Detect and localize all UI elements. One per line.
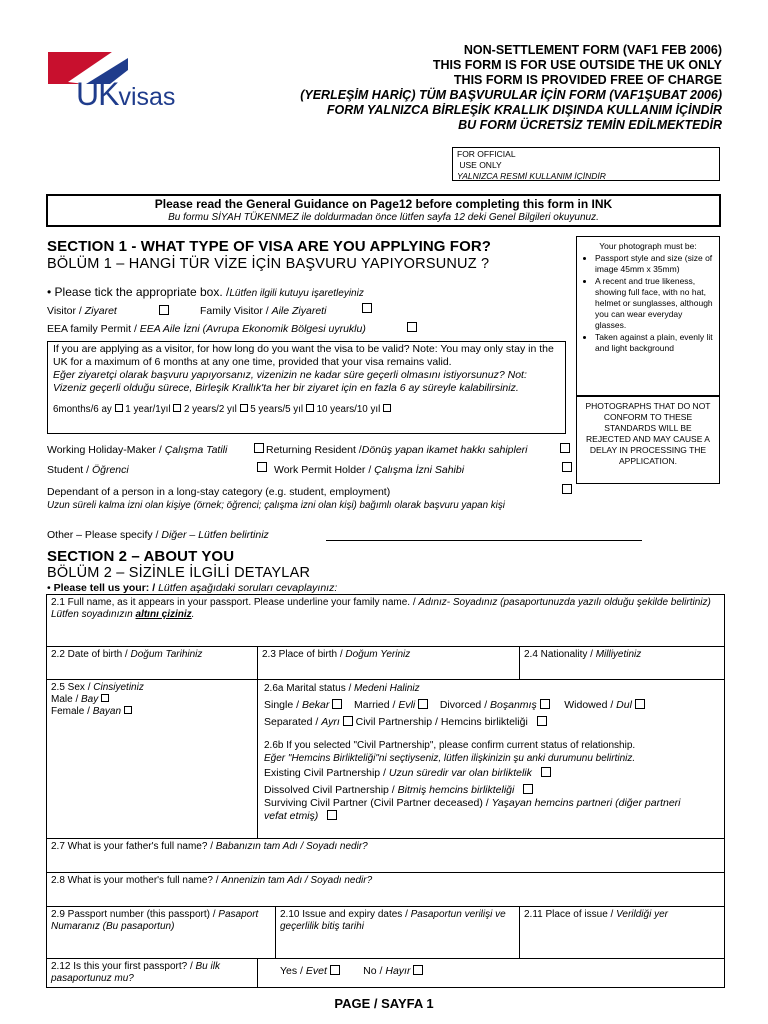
q210-label: 2.10 Issue and expiry dates /	[280, 909, 411, 920]
marital-status-field	[258, 680, 725, 839]
surviving-checkbox[interactable]	[327, 810, 337, 820]
single-label-tr: Bekar	[301, 699, 330, 711]
working-holiday-checkbox[interactable]	[254, 443, 264, 453]
q24-label: 2.4 Nationality /	[524, 649, 596, 660]
married-label-tr: Evli	[398, 699, 416, 711]
returning-label-tr: Dönüş yapan ikamet hakkı sahipleri	[361, 444, 528, 456]
photo-item: • Passport style and size (size of image 45mm x 35mm)	[595, 253, 715, 275]
duration-options	[53, 403, 560, 416]
workpermit-label-tr: Çalışma İzni Sahibi	[374, 464, 465, 476]
q21-label: 2.1 Full name, as it appears in your passport. Please underline your family name. /	[51, 597, 419, 608]
q27-label-tr: Babanızın tam Adı / Soyadı nedir?	[215, 841, 368, 852]
form-header	[202, 43, 722, 133]
q27-label: 2.7 What is your father's full name? /	[51, 841, 216, 852]
q26a-label: 2.6a Marital status /	[264, 683, 355, 694]
existing-label-tr: Uzun süredir var olan birliktelik	[388, 767, 532, 779]
other-label: Other – Please specify /	[47, 529, 162, 541]
tick-en: Please tick the appropriate box. /	[54, 285, 230, 299]
q26a-label-tr: Medeni Haliniz	[354, 683, 420, 694]
single-label: Single /	[264, 699, 302, 711]
workpermit-label: Work Permit Holder /	[274, 464, 375, 476]
first-passport-question	[47, 959, 258, 988]
widowed-label-tr: Dul	[616, 699, 632, 711]
male-label: Male /	[51, 694, 82, 705]
tick-instruction: • Please tick the appropriate box. /Lütfen ilgili kutuyu işaretleyiniz	[47, 285, 364, 299]
student-checkbox[interactable]	[257, 462, 267, 472]
dependant-label-tr: Uzun süreli kalma izni olan kişiye (örnek; öğrenci; çalışma izni olan kişi) bağımlı olarak başvuru yapan kişi	[47, 500, 505, 511]
logo-uk: UK	[76, 76, 119, 112]
photo-warning-box	[576, 396, 720, 484]
section1-title-tr: BÖLÜM 1 – HANGİ TÜR VİZE İÇİN BAŞVURU YAPIYORSUNUZ ?	[47, 256, 490, 272]
no-label: No /	[363, 965, 386, 977]
returning-resident-checkbox[interactable]	[560, 443, 570, 453]
duration-5years: 5 years/5 yıl	[250, 404, 304, 415]
q25-label: 2.5 Sex /	[51, 682, 94, 693]
section2-title-tr: BÖLÜM 2 – SİZİNLE İLGİLİ DETAYLAR	[47, 565, 311, 581]
dissolved-label-tr: Bitmiş hemcins birlikteliği	[397, 784, 515, 796]
married-checkbox[interactable]	[418, 699, 428, 709]
q26b-label-tr: Eğer "Hemcins Birlikteliği"ni seçtiyseniz, lütfen ilişkinizin şu anki durumunu belirtiniz.	[264, 753, 636, 764]
existing-label: Existing Civil Partnership /	[264, 767, 389, 779]
duration-1year-checkbox[interactable]	[173, 404, 181, 412]
about-you-table	[46, 594, 725, 988]
q211-label-tr: Verildiği yer	[616, 909, 668, 920]
issue-expiry-field[interactable]	[276, 907, 520, 959]
male-label-tr: Bay	[81, 694, 99, 705]
separated-label: Separated /	[264, 716, 322, 728]
work-permit-checkbox[interactable]	[562, 462, 572, 472]
guidance-tr: Bu formu SİYAH TÜKENMEZ ile doldurmadan önce lütfen sayfa 12 deki Genel Bilgileri okuyunuz.	[168, 212, 599, 223]
passport-number-field[interactable]	[47, 907, 276, 959]
female-label-tr: Bayan	[92, 706, 122, 717]
q212-label: 2.12 Is this your first passport? /	[51, 961, 196, 972]
female-label: Female /	[51, 706, 93, 717]
female-checkbox[interactable]	[124, 706, 132, 714]
tell-us-instruction: • Please tell us your: / Lütfen aşağıdaki soruları cevaplayınız:	[47, 582, 338, 594]
family-visitor-option	[200, 305, 326, 318]
official-line-1: FOR OFFICIAL	[457, 149, 516, 159]
duration-2years-checkbox[interactable]	[240, 404, 248, 412]
duration-6months-checkbox[interactable]	[115, 404, 123, 412]
official-line-2: USE ONLY	[457, 160, 502, 170]
mother-name-field[interactable]	[47, 873, 725, 907]
divorced-label-tr: Boşanmış	[490, 699, 537, 711]
no-label-tr: Hayır	[385, 965, 411, 977]
place-of-issue-field[interactable]	[520, 907, 725, 959]
family-label: Family Visitor /	[200, 305, 272, 317]
q23-label-tr: Doğum Yeriniz	[345, 649, 411, 660]
q28-label: 2.8 What is your mother's full name? /	[51, 875, 222, 886]
eea-checkbox[interactable]	[407, 322, 417, 332]
student-option	[47, 464, 129, 477]
header-line-2: THIS FORM IS FOR USE OUTSIDE THE UK ONLY	[432, 58, 722, 72]
dependant-label: Dependant of a person in a long-stay category (e.g. student, employment)	[47, 486, 391, 498]
divorced-checkbox[interactable]	[540, 699, 550, 709]
header-line-tr-1: (YERLEŞİM HARİÇ) TÜM BAŞVURULAR İÇİN FORM (VAF1ŞUBAT 2006)	[300, 88, 722, 102]
photo-item: • A recent and true likeness, showing full face, with no hat, helmet or sunglasses, although you can wear everyday glasses.	[595, 276, 715, 331]
header-line-tr-3: BU FORM ÜCRETSİZ TEMİN EDİLMEKTEDİR	[458, 118, 722, 132]
section2-title: SECTION 2 – ABOUT YOU	[47, 548, 235, 565]
returning-resident-option	[266, 444, 528, 457]
visitor-label: Visitor /	[47, 305, 85, 317]
full-name-field[interactable]: 2.1 Full name, as it appears in your passport. Please underline your family name. / Adınız- Soyadınız (pasaportunuzda yazılı olduğu şekilde belirtiniz) Lütfen soyadınızın altını çiziniz.	[47, 595, 725, 647]
photo-warning: PHOTOGRAPHS THAT DO NOT CONFORM TO THESE STANDARDS WILL BE REJECTED AND MAY CAUSE A DELAY IN PROCESSING THE APPLICATION.	[585, 401, 711, 466]
family-label-tr: Aile Ziyareti	[271, 305, 327, 317]
duration-10years-checkbox[interactable]	[383, 404, 391, 412]
logo-visas: visas	[118, 83, 176, 111]
nationality-field[interactable]	[520, 647, 725, 680]
duration-question: If you are applying as a visitor, for how long do you want the visa to be valid? Note: You may only stay in the UK for a maximum of 6 months at any one time, provided that your visa remains valid.	[53, 343, 554, 368]
single-checkbox[interactable]	[332, 699, 342, 709]
q22-label-tr: Doğum Tarihiniz	[130, 649, 203, 660]
duration-2years: 2 years/2 yıl	[183, 404, 237, 415]
visitor-label-tr: Ziyaret	[84, 305, 117, 317]
other-specify-line[interactable]	[326, 540, 642, 541]
page-number: PAGE / SAYFA 1	[334, 996, 434, 1011]
returning-label: Returning Resident /	[266, 444, 362, 456]
no-checkbox[interactable]	[413, 965, 423, 975]
section1-title: SECTION 1 - WHAT TYPE OF VISA ARE YOU APPLYING FOR?	[47, 238, 492, 255]
male-checkbox[interactable]	[101, 694, 109, 702]
q29-label-tr: Pasaport Numaranız (Bu pasaportun)	[51, 909, 259, 932]
working-label: Working Holiday-Maker /	[47, 444, 165, 456]
married-label: Married /	[353, 699, 399, 711]
student-label: Student /	[47, 464, 92, 476]
dependant-checkbox[interactable]	[562, 484, 572, 494]
photo-title: Your photograph must be:	[599, 241, 697, 251]
dissolved-label: Dissolved Civil Partnership /	[264, 784, 398, 796]
guidance-box	[46, 194, 721, 227]
duration-question-tr: Eğer ziyaretçi olarak başvuru yapıyorsanız, vizenizin ne kadar süre geçerli olmasını istiyorsunuz? Not: Vizeniz geçerli olduğu sürece, Birleşik Krallık'ta her bir ziyaret için en fazla 6 ay süreyle kalabilirsiniz.	[53, 369, 527, 394]
tick-tr: Lütfen ilgili kutuyu işaretleyiniz	[229, 288, 364, 299]
official-line-3: YALNIZCA RESMİ KULLANIM İÇİNDİR	[457, 171, 606, 181]
eea-label-tr: EEA Aile İzni (Avrupa Ekonomik Bölgesi uyruklu)	[139, 323, 366, 335]
surviving-label: Surviving Civil Partner (Civil Partner deceased) /	[264, 797, 492, 809]
q26b-label: 2.6b If you selected "Civil Partnership", please confirm current status of relationship.	[264, 740, 636, 751]
visitor-duration-box	[47, 341, 566, 434]
q24-label-tr: Milliyetiniz	[595, 649, 642, 660]
duration-10years: 10 years/10 yıl	[316, 404, 381, 415]
separated-checkbox[interactable]	[343, 716, 353, 726]
dependant-option	[47, 486, 505, 512]
q210-label-tr: Pasaportun verilişi ve geçerlilik bitiş tarihi	[280, 909, 506, 932]
photo-list	[581, 253, 715, 354]
working-holiday-option	[47, 444, 227, 457]
other-option	[47, 529, 269, 542]
duration-5years-checkbox[interactable]	[306, 404, 314, 412]
tell-tr: Lütfen aşağıdaki soruları cevaplayınız:	[158, 582, 338, 594]
surviving-label-tr: Yaşayan hemcins partneri (diğer partneri vefat etmiş)	[264, 797, 681, 822]
header-line-tr-2: FORM YALNIZCA BİRLEŞİK KRALLIK DIŞINDA KULLANIM İÇİNDİR	[326, 103, 722, 117]
civil-label: Civil Partnership / Hemcins birlikteliği	[355, 716, 528, 728]
header-line-1: NON-SETTLEMENT FORM (VAF1 FEB 2006)	[463, 43, 722, 57]
photo-item: • Taken against a plain, evenly lit and light background	[595, 332, 715, 354]
q21-underline: altını çiziniz	[135, 609, 192, 620]
work-permit-option	[274, 464, 464, 477]
eea-option	[47, 323, 366, 336]
ukvisas-logo	[60, 48, 200, 118]
other-label-tr: Diğer – Lütfen belirtiniz	[161, 529, 269, 541]
divorced-label: Divorced /	[439, 699, 491, 711]
q22-label: 2.2 Date of birth /	[51, 649, 131, 660]
student-label-tr: Öğrenci	[91, 464, 129, 476]
visitor-option	[47, 305, 117, 318]
tell-en: Please tell us your: /	[53, 582, 159, 594]
civil-checkbox[interactable]	[537, 716, 547, 726]
header-line-3: THIS FORM IS PROVIDED FREE OF CHARGE	[453, 73, 722, 87]
yes-label-tr: Evet	[305, 965, 327, 977]
official-use-box	[452, 147, 720, 181]
family-visitor-checkbox[interactable]	[362, 303, 372, 313]
existing-checkbox[interactable]	[541, 767, 551, 777]
father-name-field[interactable]	[47, 839, 725, 873]
duration-6months: 6months/6 ay	[53, 404, 112, 415]
eea-label: EEA family Permit /	[47, 323, 140, 335]
visitor-checkbox[interactable]	[159, 305, 169, 315]
q23-label: 2.3 Place of birth /	[262, 649, 346, 660]
q28-label-tr: Annenizin tam Adı / Soyadı nedir?	[221, 875, 373, 886]
duration-1year: 1 year/1yıl	[125, 404, 171, 415]
q211-label: 2.11 Place of issue /	[524, 909, 617, 920]
first-passport-answer	[258, 959, 725, 988]
dissolved-checkbox[interactable]	[523, 784, 533, 794]
yes-label: Yes /	[280, 965, 306, 977]
sex-field	[47, 680, 258, 839]
widowed-checkbox[interactable]	[635, 699, 645, 709]
place-of-birth-field[interactable]	[258, 647, 520, 680]
guidance-main: Please read the General Guidance on Page12 before completing this form in INK	[154, 197, 613, 211]
photo-requirements-box	[576, 236, 720, 396]
date-of-birth-field[interactable]	[47, 647, 258, 680]
q29-label: 2.9 Passport number (this passport) /	[51, 909, 219, 920]
yes-checkbox[interactable]	[330, 965, 340, 975]
widowed-label: Widowed /	[564, 699, 617, 711]
separated-label-tr: Ayrı	[321, 716, 340, 728]
q212-label-tr: Bu ilk pasaportunuz mu?	[51, 961, 220, 984]
q21-label-tr: Adınız- Soyadınız (pasaportunuzda yazılı olduğu şekilde belirtiniz) Lütfen soyadınızın	[51, 597, 711, 620]
q25-label-tr: Cinsiyetiniz	[93, 682, 144, 693]
working-label-tr: Çalışma Tatili	[164, 444, 228, 456]
